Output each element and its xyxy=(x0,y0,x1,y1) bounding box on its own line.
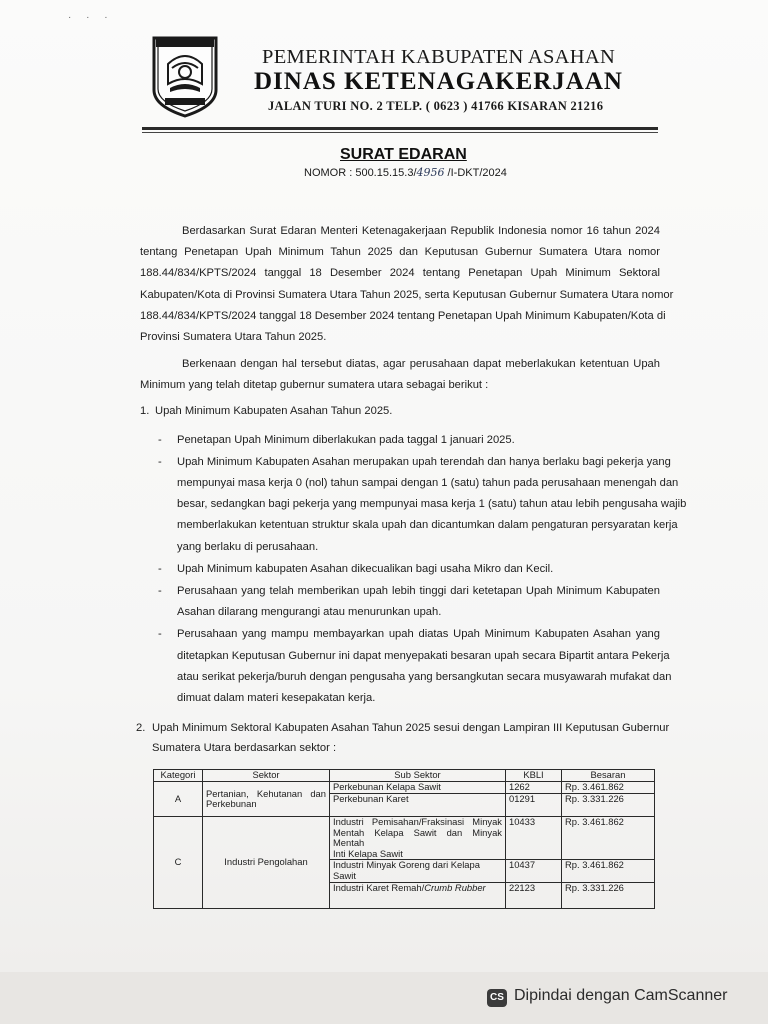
bullet-line: Upah Minimum Kabupaten Asahan merupakan upah terendah dan hanya berlaku bagi pekerja yang xyxy=(177,456,671,468)
bullet-line: memberlakukan ketentuan struktur skala upah dan dicantumkan dalam pengaturan persyaratan kerja xyxy=(177,519,678,531)
cell-besaran: Rp. 3.331.226 xyxy=(562,883,655,909)
cell-sub-sektor xyxy=(330,883,506,909)
cell-sektor xyxy=(203,782,330,817)
bullet-line: Upah Minimum kabupaten Asahan dikecualikan bagi usaha Mikro dan Kecil. xyxy=(177,563,554,575)
table-row xyxy=(154,817,655,860)
header-sub-sektor: Sub Sektor xyxy=(330,770,506,782)
cell-sub-sektor-line: Industri Pemisahan/Fraksinasi Minyak xyxy=(333,816,502,827)
para1-line: Kabupaten/Kota di Provinsi Sumatera Utara Tahun 2025, serta Keputusan Gubernur Sumatera Utara nomor xyxy=(140,289,674,301)
bullet-line: Perusahaan yang mampu membayarkan upah diatas Upah Minimum Kabupaten Asahan yang xyxy=(177,628,660,640)
cell-sub-sektor: Industri Minyak Goreng dari Kelapa Sawit xyxy=(330,860,506,883)
bullet-line: Perusahaan yang telah memberikan upah lebih tinggi dari ketetapan Upah Minimum Kabupaten xyxy=(177,585,660,597)
section1-heading: Upah Minimum Kabupaten Asahan Tahun 2025. xyxy=(155,405,393,417)
cell-sub-sektor-line: Inti Kelapa Sawit xyxy=(333,847,403,859)
cell-besaran: Rp. 3.461.862 xyxy=(562,860,655,883)
cell-sektor-line: Pertanian, Kehutanan dan xyxy=(206,787,326,799)
cell-besaran: Rp. 3.461.862 xyxy=(562,817,655,860)
letter-number-suffix: /I-DKT/2024 xyxy=(444,167,507,179)
cell-sub-sektor-italic: Crumb Rubber xyxy=(424,882,486,893)
bullet-line: ditetapkan Keputusan Gubernur ini dapat menyepakati besaran upah secara Bipartit antara Pekerja xyxy=(177,650,670,662)
table-header-row xyxy=(154,770,655,782)
letter-title: SURAT EDARAN xyxy=(340,146,467,163)
header-kbli: KBLI xyxy=(506,770,562,782)
bullet-line: Asahan dilarang mengurangi atau menurunkan upah. xyxy=(177,606,442,618)
letterhead-rule-thick xyxy=(142,127,658,130)
cell-kbli: 10433 xyxy=(506,817,562,860)
section2-number: 2. xyxy=(136,722,146,734)
cell-kategori: A xyxy=(154,782,203,817)
para1-line: tentang Penetapan Upah Minimum Tahun 2025 dan Keputusan Gubernur Sumatera Utara nomor xyxy=(140,246,660,258)
bullet-dash: - xyxy=(158,628,162,640)
cell-kbli: 10437 xyxy=(506,860,562,883)
bullet-line: Penetapan Upah Minimum diberlakukan pada taggal 1 januari 2025. xyxy=(177,434,515,446)
para1-line: Berdasarkan Surat Edaran Menteri Ketenagakerjaan Republik Indonesia nomor 16 tahun 2024 xyxy=(182,225,660,237)
letter-number xyxy=(304,166,507,179)
cell-kategori: C xyxy=(154,817,203,909)
regency-logo xyxy=(148,34,222,118)
department-address: JALAN TURI NO. 2 TELP. ( 0623 ) 41766 KISARAN 21216 xyxy=(268,99,604,113)
para2-line: Berkenaan dengan hal tersebut diatas, agar perusahaan dapat meberlakukan ketentuan Upah xyxy=(182,358,660,370)
para1-line: 188.44/834/KPTS/2024 tanggal 18 Desember 2024 tentang Penetapan Upah Minimum Sektoral xyxy=(140,267,660,279)
para2-line: Minimum yang telah ditetap gubernur sumatera utara sebagai berikut : xyxy=(140,379,489,391)
bullet-dash: - xyxy=(158,585,162,597)
bullet-line: yang berlaku di perusahaan. xyxy=(177,541,319,553)
cell-sub-sektor-line: Mentah Kelapa Sawit dan Minyak Mentah xyxy=(333,826,502,848)
header-kategori: Kategori xyxy=(154,770,203,782)
scan-specks: · · · xyxy=(68,12,114,23)
bullet-dash: - xyxy=(158,434,162,446)
table-row xyxy=(154,782,655,794)
camscanner-watermark: Dipindai dengan CamScanner xyxy=(514,987,728,1004)
bullet-line: besar, sedangkan bagi pekerja yang mempunyai masa kerja 1 (satu) tahun atau lebih pengusaha wajib xyxy=(177,498,687,510)
section1-number: 1. xyxy=(140,405,150,417)
letter-number-prefix: NOMOR : 500.15.15.3/ xyxy=(304,167,417,179)
cell-sub-sektor: Perkebunan Karet xyxy=(330,793,506,816)
cell-kbli: 22123 xyxy=(506,883,562,909)
sector-wage-table xyxy=(153,769,655,909)
cell-besaran: Rp. 3.331.226 xyxy=(562,793,655,816)
cell-sektor: Industri Pengolahan xyxy=(203,817,330,909)
cell-besaran: Rp. 3.461.862 xyxy=(562,782,655,794)
cell-sub-sektor xyxy=(330,817,506,860)
letter-number-handwritten: 4956 xyxy=(416,166,445,179)
cell-kbli: 01291 xyxy=(506,793,562,816)
cell-sektor-line: Perkebunan xyxy=(206,798,257,809)
para1-line: Provinsi Sumatera Utara Tahun 2025. xyxy=(140,331,327,343)
department-name: DINAS KETENAGAKERJAAN xyxy=(254,68,623,95)
section2-line: Upah Minimum Sektoral Kabupaten Asahan Tahun 2025 sesui dengan Lampiran III Keputusan Gubernur xyxy=(152,722,670,734)
cell-sub-sektor-text: Industri Karet Remah/ xyxy=(333,882,425,893)
cell-kbli: 1262 xyxy=(506,782,562,794)
bullet-line: dimuat dalam materi kesepakatan kerja. xyxy=(177,692,376,704)
bullet-line: mempunyai masa kerja 0 (nol) tahun sampai dengan 1 (satu) tahun pada perusahaan menengah dan xyxy=(177,477,679,489)
section2-line: Sumatera Utara berdasarkan sektor : xyxy=(152,742,337,754)
header-sektor: Sektor xyxy=(203,770,330,782)
government-name: PEMERINTAH KABUPATEN ASAHAN xyxy=(262,46,616,68)
camscanner-icon: CS xyxy=(487,989,507,1007)
bullet-line: atau serikat pekerja/buruh dengan pengusaha yang bersangkutan secara musyawarah mufakat dan xyxy=(177,671,672,683)
header-besaran: Besaran xyxy=(562,770,655,782)
para1-line: 188.44/834/KPTS/2024 tanggal 18 Desember 2024 tentang Penetapan Upah Minimum Kabupaten/Kota di xyxy=(140,310,666,322)
cell-sub-sektor: Perkebunan Kelapa Sawit xyxy=(330,782,506,794)
bullet-dash: - xyxy=(158,563,162,575)
bullet-dash: - xyxy=(158,456,162,468)
letterhead-rule-thin xyxy=(142,132,658,133)
